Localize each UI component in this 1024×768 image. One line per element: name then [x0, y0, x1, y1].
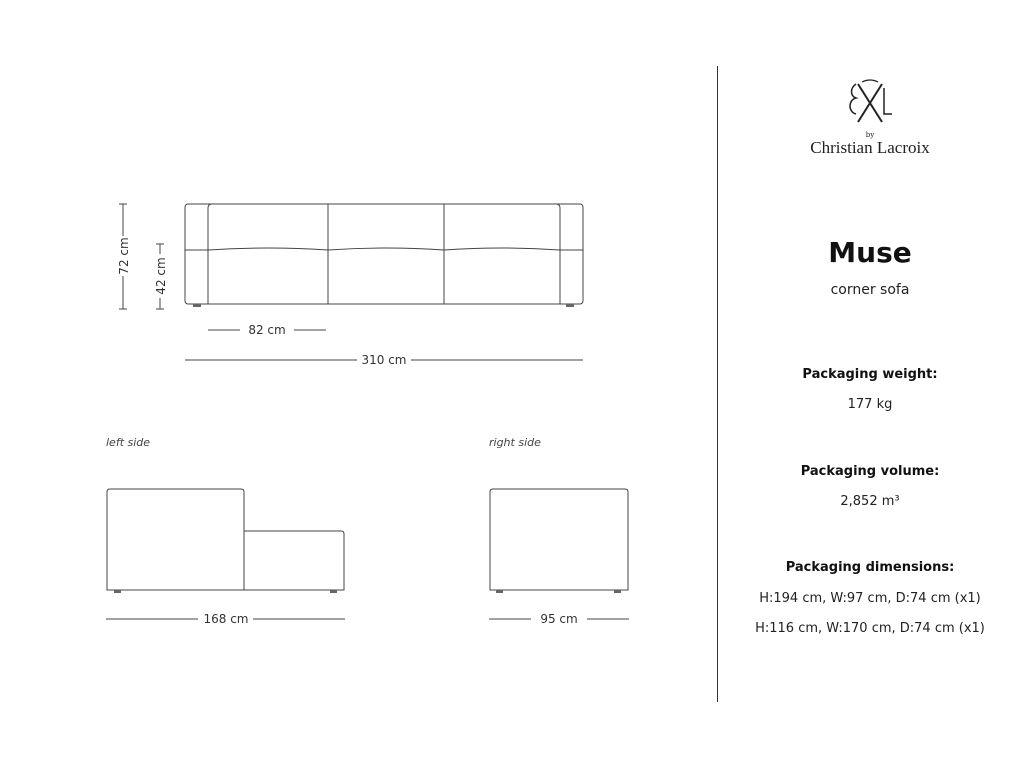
volume-label: Packaging volume: [800, 464, 940, 479]
left-side-view [107, 489, 344, 593]
brand-monogram-logo [840, 78, 900, 128]
brand-by: by [865, 131, 875, 139]
weight-label: Packaging weight: [802, 367, 938, 382]
dimensions-line-1: H:194 cm, W:97 cm, D:74 cm (x1) [759, 591, 981, 606]
right-side-view [490, 489, 628, 593]
dimensions-line-2: H:116 cm, W:170 cm, D:74 cm (x1) [755, 621, 985, 636]
left-armrest-line [208, 204, 212, 304]
left-side-foot-2 [330, 590, 337, 593]
left-side-foot-1 [114, 590, 121, 593]
dim-height-seat-label: 42 cm [154, 257, 168, 295]
left-side-seat [244, 531, 344, 590]
seat-line [185, 248, 583, 250]
dim-left-width-label: 168 cm [203, 612, 249, 626]
dim-total-width-label: 310 cm [361, 353, 407, 367]
product-title: Muse [828, 236, 912, 269]
front-foot-right [566, 304, 574, 307]
front-foot-left [193, 304, 201, 307]
dim-height-total-label: 72 cm [117, 237, 131, 275]
product-subtitle: corner sofa [830, 282, 910, 298]
vertical-divider [717, 66, 718, 702]
front-view-sofa [185, 204, 583, 307]
weight-value: 177 kg [847, 397, 893, 412]
right-side-body [490, 489, 628, 590]
volume-value: 2,852 m³ [840, 494, 900, 509]
right-side-label: right side [489, 436, 541, 449]
right-armrest-line [556, 204, 560, 304]
brand-name: Christian Lacroix [810, 138, 930, 157]
left-side-back [107, 489, 244, 590]
info-panel [720, 0, 1020, 768]
dim-right-width-label: 95 cm [540, 612, 578, 626]
left-side-label: left side [106, 436, 151, 449]
right-side-foot-1 [496, 590, 503, 593]
dim-seat-width-label: 82 cm [248, 323, 286, 337]
sofa-outline [185, 204, 583, 304]
right-side-foot-2 [614, 590, 621, 593]
dimensions-label: Packaging dimensions: [785, 560, 955, 575]
